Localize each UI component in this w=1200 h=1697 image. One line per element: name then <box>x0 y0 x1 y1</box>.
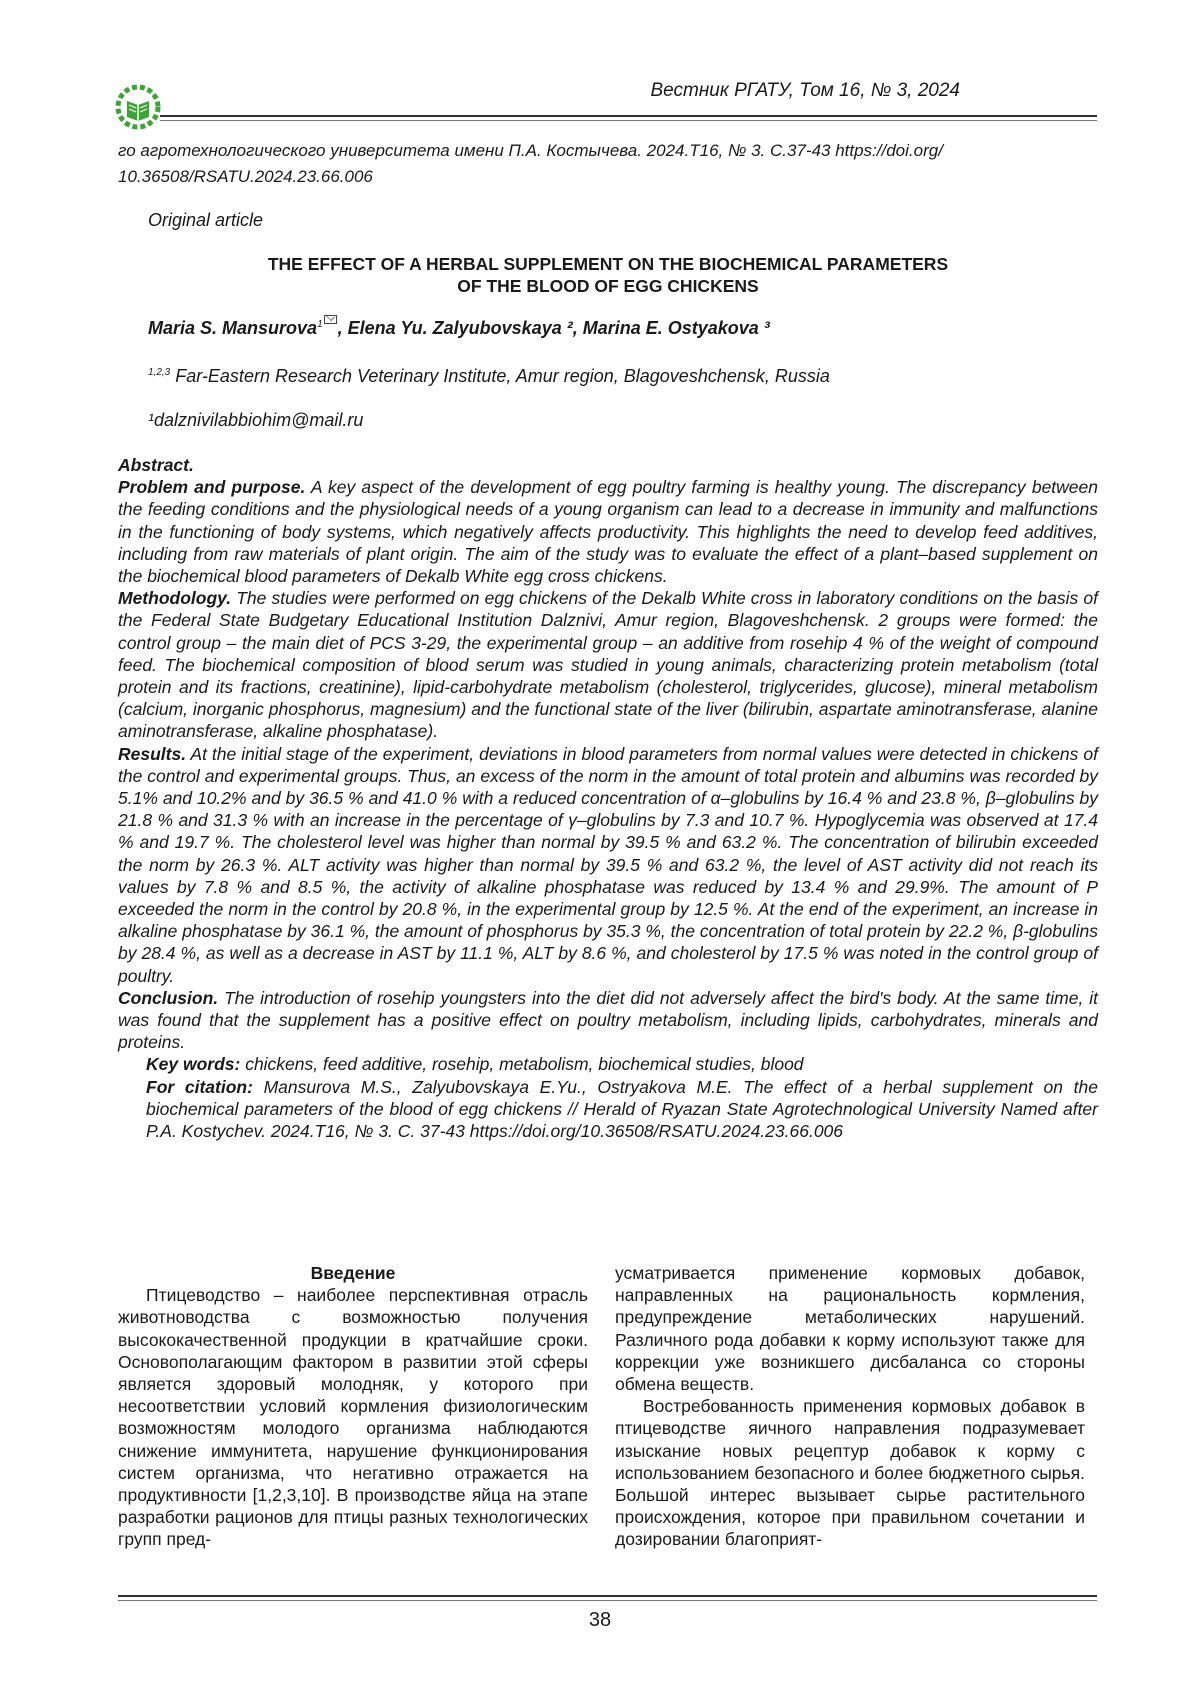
abstract-methodology <box>118 587 1098 742</box>
footer-rule-thin <box>118 1600 1097 1601</box>
problem-text: A key aspect of the development of egg poultry farming is healthy young. The discrepancy between the feeding conditions and the physiological needs of a young organism can lead to a decrease in immunity and malfunctions in the functioning of body systems, which negatively affects productivity. This highlights the need to develop feed additives, including from raw materials of plant origin. The aim of the study was to evaluate the effect of a plant–based supplement on the biochemical blood parameters of Dekalb White egg cross chickens. <box>118 477 1098 587</box>
intro-paragraph-1-cont: усматривается применение кормовых добавок, направленных на рациональность кормления, предупреждение метаболических нарушений. Различного рода добавки к корму используют также для коррекции уже возникшего дисбаланса со стороны обмена веществ. <box>615 1263 1085 1395</box>
for-citation <box>118 1076 1098 1143</box>
abstract-conclusion <box>118 987 1098 1054</box>
article-type: Original article <box>148 210 264 230</box>
title-line-2: OF THE BLOOD OF EGG CHICKENS <box>457 276 759 296</box>
methodology-label: Methodology. <box>118 588 232 609</box>
affiliation-text: Far-Eastern Research Veterinary Institute, Amur region, Blagoveshchensk, Russia <box>170 366 830 386</box>
keywords <box>118 1053 1098 1075</box>
abstract <box>118 454 1098 1142</box>
body-column-left <box>118 1262 588 1551</box>
header-rule <box>160 115 1097 117</box>
citation-label: For citation: <box>146 1076 253 1097</box>
abstract-results <box>118 743 1098 987</box>
results-text: At the initial stage of the experiment, deviations in blood parameters from normal values were detected in chickens of the control and experimental groups. Thus, an excess of the norm in the amount of total protein and albumins was recorded by 5.1% and 10.2% and by 36.5 % and 41.0 % with a reduced concentration of α–globulins by 16.4 % and 23.8 %, β–globulins by 21.8 % and 31.3 % with an increase in the percentage of γ–globulins by 7.3 and 10.7 %. Hypoglycemia was observed at 17.4 % and 19.7 %. The cholesterol level was higher than normal by 39.5 % and 63.2 %. The concentration of bilirubin exceeded the norm by 26.3 %. ALT activity was higher than normal by 39.5 % and 63.2 %, the level of AST activity did not reach its values by 7.8 % and 8.5 %, the activity of alkaline phosphatase was reduced by 13.4 % and 29.9%. The amount of P exceeded the norm in the control by 20.8 %, in the experimental group by 12.5 %. At the end of the experiment, an increase in alkaline phosphatase by 36.1 %, the amount of phosphorus by 35.3 %, the concentration of total protein by 22.2 %, β-globulins by 28.4 %, as well as a decrease in AST by 11.1 %, ALT by 8.6 %, and cholesterol by 17.5 % was noted in the control group of poultry. <box>118 743 1098 986</box>
footer-rule <box>118 1595 1097 1597</box>
conclusion-text: The introduction of rosehip youngsters into the diet did not adversely affect the bird's body. At the same time, it was found that the supplement has a positive effect on poultry metabolism, including lipids, carbohydrates, minerals and proteins. <box>118 987 1098 1053</box>
intro-heading: Введение <box>310 1263 396 1283</box>
other-authors: , Elena Yu. Zalyubovskaya ², Marina E. Ostyakova ³ <box>337 318 770 338</box>
abstract-heading: Abstract. <box>118 455 194 475</box>
problem-label: Problem and purpose. <box>118 477 306 498</box>
affiliation <box>148 366 830 387</box>
citation-continuation <box>118 138 1098 190</box>
conclusion-label: Conclusion. <box>118 987 219 1008</box>
intro-paragraph-1: Птицеводство – наиболее перспективная отрасль животноводства с возможностью получения высококачественной продукции в кратчайшие сроки. Основополагающим фактором в развитии этой сферы является здоровый молодняк, у которого при несоответствии условий кормления физиологическим возможностям молодого организма наблюдаются снижение иммунитета, нарушение функционирования систем организма, что негативно отражается на продуктивности [1,2,3,10]. В производстве яйца на этапе разработки рационов для птицы разных технологических групп пред- <box>118 1285 588 1550</box>
header-rule-thin <box>160 120 1097 121</box>
page-number: 38 <box>588 1609 612 1631</box>
article-title <box>118 253 1098 297</box>
keywords-label: Key words: <box>146 1054 241 1075</box>
methodology-text: The studies were performed on egg chickens of the Dekalb White cross in laboratory conditions on the basis of the Federal State Budgetary Educational Institution Dalznivi, Amur region, Blagoveshchensk. 2 groups were formed: the control group – the main diet of PCS 3-29, the experimental group – an additive from rosehip 4 % of the weight of compound feed. The biochemical composition of blood serum was studied in young animals, characterizing protein metabolism (total protein and its fractions, creatinine), lipid-carbohydrate metabolism (cholesterol, triglycerides, glucose), mineral metabolism (calcium, inorganic phosphorus, magnesium) and the functional state of the liver (bilirubin, aspartate aminotransferase, alanine aminotransferase, alkaline phosphatase). <box>118 588 1098 742</box>
author-1: Maria S. Mansurova <box>148 318 318 338</box>
abstract-problem <box>118 476 1098 587</box>
body-column-right <box>615 1262 1085 1551</box>
keywords-text: chickens, feed additive, rosehip, metabolism, biochemical studies, blood <box>240 1054 804 1075</box>
author-list <box>148 318 770 339</box>
envelope-icon[interactable] <box>324 315 337 324</box>
citation-line-2: 10.36508/RSATU.2024.23.66.006 <box>118 167 373 186</box>
corresponding-email[interactable]: ¹dalznivilabbiohim@mail.ru <box>148 410 364 430</box>
author-1-sup: 1 <box>317 319 323 330</box>
citation-line-1: го агротехнологического университета имени П.А. Костычева. 2024.Т16, № 3. С.37-43 https://doi.org/ <box>118 141 943 160</box>
intro-paragraph-2: Востребованность применения кормовых добавок в птицеводстве яичного направления подразумевает изыскание новых рецептур добавок к корму с использованием безопасного и более бюджетного сырья. Большой интерес вызывает сырье растительного происхождения, которое при правильном сочетании и дозировании благоприят- <box>615 1396 1085 1550</box>
journal-header: Вестник РГАТУ, Том 16, № 3, 2024 <box>650 80 960 101</box>
citation-text: Mansurova M.S., Zalyubovskaya E.Yu., Ostryakova M.E. The effect of a herbal supplement on the biochemical parameters of the blood of egg chickens // Herald of Ryazan State Agrotechnological University Named after P.A. Kostychev. 2024.T16, № 3. C. 37-43 https://doi.org/10.36508/RSATU.2024.23.66.006 <box>146 1076 1098 1142</box>
affiliation-sup: 1,2,3 <box>148 367 171 378</box>
results-label: Results. <box>118 743 187 764</box>
university-logo-icon <box>115 83 161 131</box>
title-line-1: THE EFFECT OF A HERBAL SUPPLEMENT ON THE BIOCHEMICAL PARAMETERS <box>267 254 949 274</box>
